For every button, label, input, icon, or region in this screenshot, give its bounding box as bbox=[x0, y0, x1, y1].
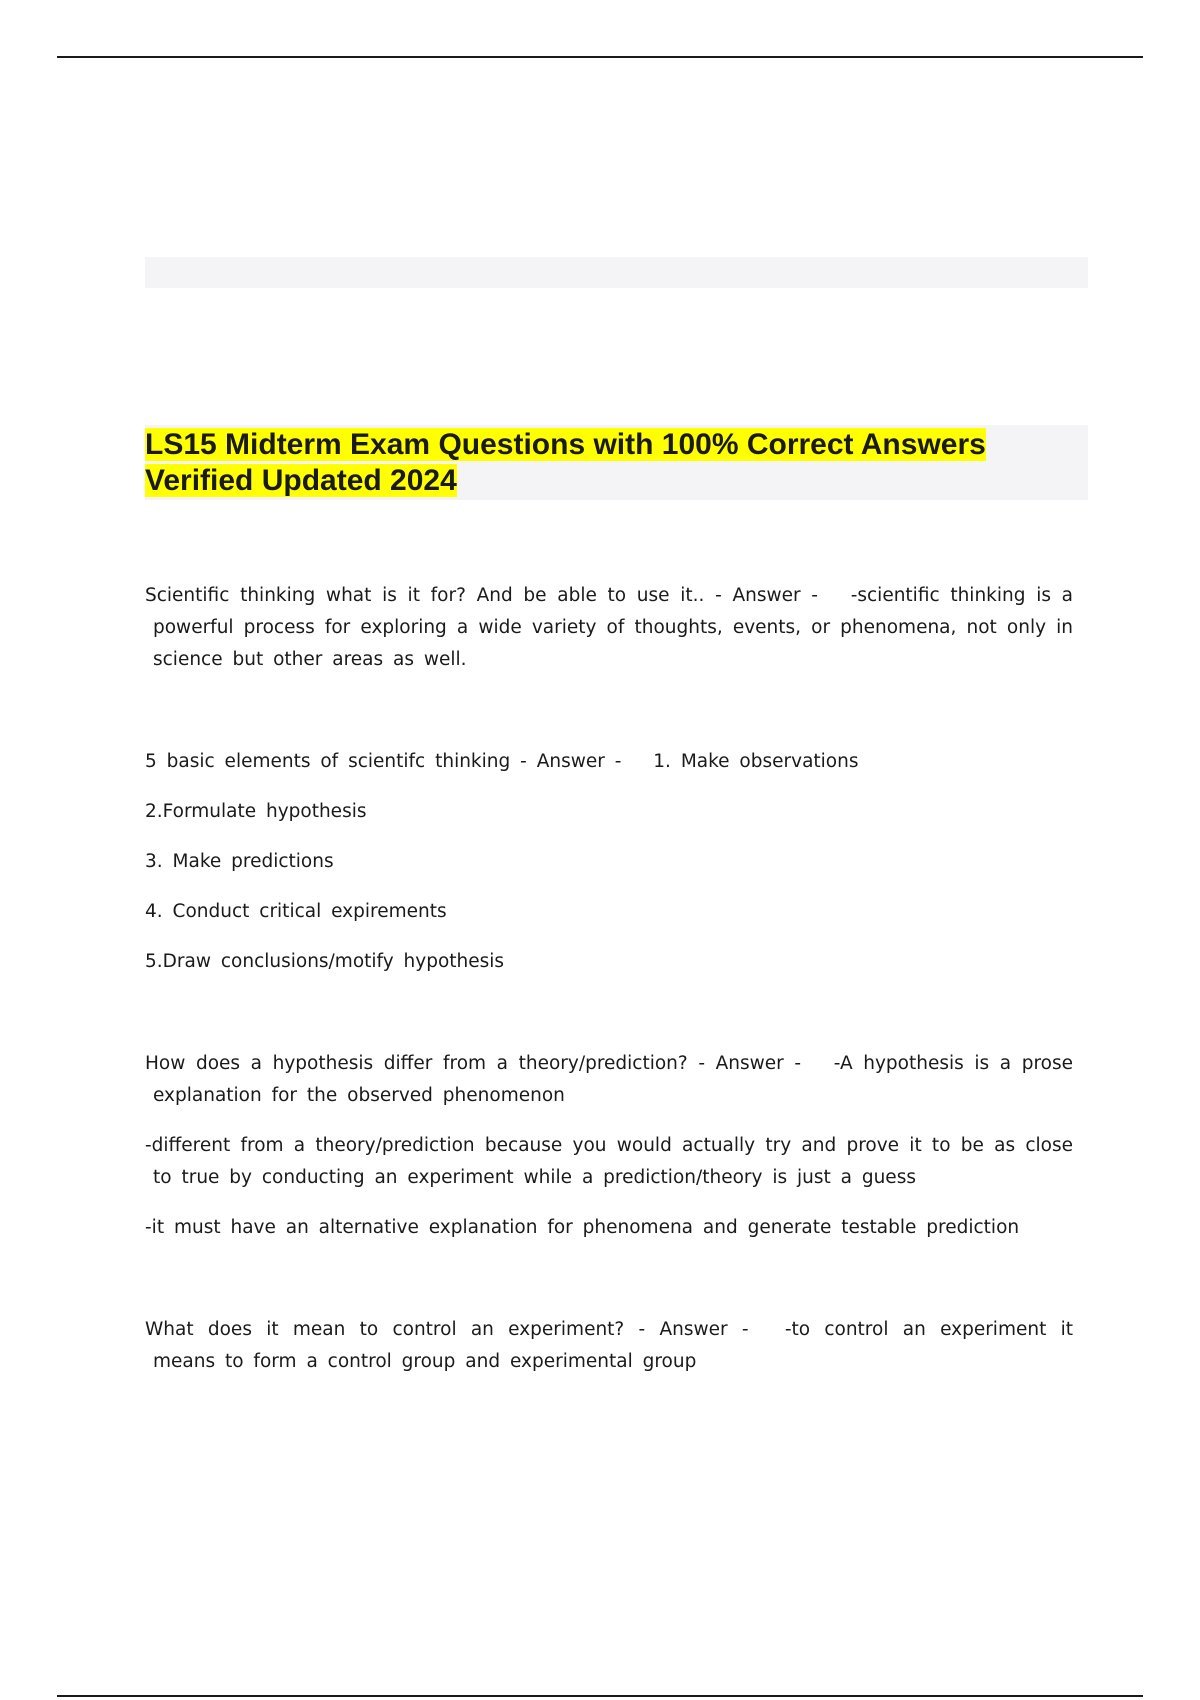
title-line-1: LS15 Midterm Exam Questions with 100% Correct Answers bbox=[145, 428, 986, 461]
list-item: -it must have an alternative explanation for phenomena and generate testable prediction bbox=[145, 1217, 1020, 1238]
qa-item-3 bbox=[145, 1048, 1073, 1112]
qa-item-1 bbox=[145, 580, 1073, 676]
question-text: Scientific thinking what is it for? And be able to use it.. - Answer - bbox=[145, 585, 818, 606]
document-title bbox=[145, 427, 1088, 499]
top-rule bbox=[57, 56, 1143, 58]
question-text: 5 basic elements of scientifc thinking - Answer - bbox=[145, 751, 622, 772]
qa-item-4 bbox=[145, 1314, 1073, 1378]
answer-text: -to control an experiment it means to form a control group and experimental group bbox=[153, 1319, 1073, 1372]
header-band bbox=[145, 257, 1088, 288]
qa-item-2 bbox=[145, 746, 1073, 778]
question-text: How does a hypothesis differ from a theory/prediction? - Answer - bbox=[145, 1053, 802, 1074]
document-body bbox=[145, 580, 1073, 1378]
title-line-2: Verified Updated 2024 bbox=[145, 464, 457, 497]
list-item: 2.Formulate hypothesis bbox=[145, 801, 367, 822]
question-text: What does it mean to control an experiment? - Answer - bbox=[145, 1319, 749, 1340]
answer-text: 1. Make observations bbox=[653, 751, 859, 772]
bottom-rule bbox=[57, 1695, 1143, 1697]
list-item: 5.Draw conclusions/motify hypothesis bbox=[145, 951, 505, 972]
list-item: 3. Make predictions bbox=[145, 851, 334, 872]
list-item: 4. Conduct critical expirements bbox=[145, 901, 447, 922]
answer-text: -scientific thinking is a powerful process for exploring a wide variety of thoughts, events, or phenomena, not only in science but other areas as well. bbox=[153, 585, 1074, 670]
answer-text: -A hypothesis is a prose explanation for the observed phenomenon bbox=[153, 1053, 1073, 1106]
list-item: -different from a theory/prediction because you would actually try and prove it to be as close to true by conducting an experiment while a prediction/theory is just a guess bbox=[145, 1135, 1073, 1188]
